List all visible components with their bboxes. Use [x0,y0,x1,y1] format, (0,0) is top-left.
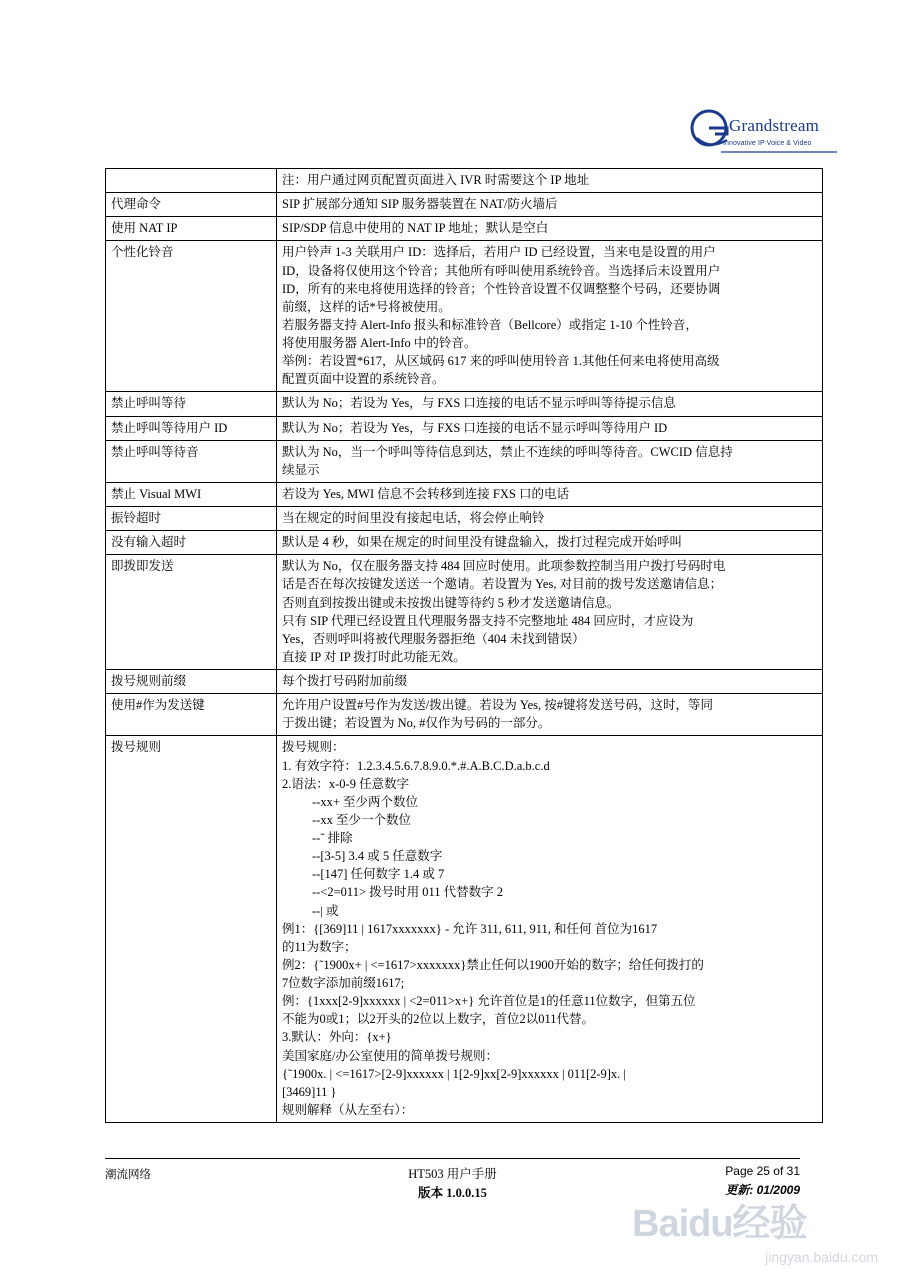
table-row [106,193,823,217]
row-label: 没有输入超时 [106,531,277,555]
row-value [277,416,823,440]
footer-doc-version: 版本 1.0.0.15 [418,1186,487,1200]
row-line: 用户铃声 1-3 关联用户 ID：选择后，若用户 ID 已经设置，当来电是设置的用户 [282,245,716,260]
watermark-main-text: Baidu经验 [632,1203,807,1245]
row-line: ID，所有的来电将使用选择的铃音；个性铃音设置不仅调整整个号码，还要协调 [282,281,721,296]
row-line: 于拨出键；若设置为 No, #仅作为号码的一部分。 [282,716,551,731]
row-line: 否则直到按拨出键或未按拨出键等待约 5 秒才发送邀请信息。 [282,595,620,610]
row-line: 默认为 No，当一个呼叫等待信息到达，禁止不连续的呼叫等待音。CWCID 信息持 [282,444,733,459]
row-line: [3469]11 } [282,1084,337,1099]
row-label: 振铃超时 [106,507,277,531]
row-line: 只有 SIP 代理已经设置且代理服务器支持不完整地址 484 回应时，才应设为 [282,613,694,628]
row-line: 每个拨打号码附加前缀 [282,674,408,688]
row-value [277,193,823,217]
table-row [106,694,823,736]
table-row [106,241,823,392]
footer-page-number: Page 25 of 31 [725,1164,800,1178]
footer-company: 潮流网络 [105,1169,151,1181]
row-value [277,736,823,1123]
row-value [277,531,823,555]
row-value [277,440,823,482]
row-line: 例2：{˜1900x+ | <=1617>xxxxxxx}禁止任何以1900开始的数字；给任何拨打的 [282,957,704,972]
row-label: 禁止 Visual MWI [106,482,277,506]
row-line: 3.默认：外向：{x+} [282,1030,392,1045]
top-note-text: 注：用户通过网页配置页面进入 IVR 时需要这个 IP 地址 [282,173,590,187]
row-label: 禁止呼叫等待用户 ID [106,416,277,440]
row-label: 使用#作为发送键 [106,694,277,736]
row-line: 7位数字添加前缀1617; [282,976,405,990]
table-cell-note [277,169,823,193]
table-row [106,169,823,193]
brand-name: Grandstream [729,116,819,135]
row-line: --xx+ 至少两个数位 [312,794,419,809]
row-line: --[3-5] 3.4 或 5 任意数字 [312,849,443,864]
row-line: ID，设备将仅使用这个铃音；其他所有呼叫使用系统铃音。当选择后未设置用户 [282,263,721,278]
row-line: 例：{1xxx[2-9]xxxxxx | <2=011>x+} 允许首位是1的任意11位数字，但第五位 [282,994,696,1009]
row-line: 规则解释（从左至右）： [282,1102,414,1117]
table-row [106,392,823,416]
row-label: 拨号规则 [106,736,277,1123]
row-line: 默认为 No；若设为 Yes，与 FXS 口连接的电话不显示呼叫等待用户 ID [282,420,668,435]
table-row [106,736,823,1123]
row-label: 代理命令 [106,193,277,217]
row-line: --˜ 排除 [312,831,353,845]
row-line: 话是否在每次按键发送送一个邀请。若设置为 Yes, 对目前的拨号发送邀请信息； [282,577,723,592]
footer-title [105,1164,800,1201]
row-line: 举例：若设置*617，从区域码 617 来的呼叫使用铃音 1.其他任何来电将使用高级 [282,354,720,369]
row-line: 若服务器支持 Alert-Info 报头和标准铃音（Bellcore）或指定 1-10 个性铃音， [282,317,698,332]
row-value [277,217,823,241]
grandstream-logo [687,108,837,160]
row-value [277,241,823,392]
row-line: 不能为0或1；以2开头的2位以上数字，首位2以011代替。 [282,1012,595,1027]
footer-divider [105,1158,800,1159]
footer-page-info [725,1164,800,1198]
table-row [106,416,823,440]
row-line: --| 或 [312,903,339,918]
table-row [106,555,823,670]
row-line: 当在规定的时间里没有接起电话，将会停止响铃 [282,511,545,525]
row-value [277,670,823,694]
row-line: 将使用服务器 Alert-Info 中的铃音。 [282,336,477,350]
row-label: 禁止呼叫等待音 [106,440,277,482]
table-row [106,440,823,482]
row-line: 拨号规则： [282,740,345,755]
row-line: SIP/SDP 信息中使用的 NAT IP 地址；默认是空白 [282,221,549,236]
footer-update-date: 更新: 01/2009 [725,1183,800,1197]
brand-tagline: Innovative IP Voice & Video [723,140,812,147]
row-line: 配置页面中设置的系统铃音。 [282,372,445,387]
table-row [106,482,823,506]
table-row [106,507,823,531]
row-label: 拨号规则前缀 [106,670,277,694]
row-label: 即拨即发送 [106,555,277,670]
parameters-table [105,168,823,1123]
footer-doc-title: HT503 用户手册 [408,1167,497,1181]
row-line: 的11为数字； [282,939,357,954]
table-row [106,217,823,241]
row-line: 默认是 4 秒，如果在规定的时间里没有键盘输入，拨打过程完成开始呼叫 [282,535,683,550]
row-line: --xx 至少一个数位 [312,812,411,827]
row-line: --<2=011> 拨号时用 011 代替数字 2 [312,885,504,900]
page-footer [105,1162,800,1212]
row-line: Yes，否则呼叫将被代理服务器拒绝（404 未找到错误） [282,631,585,646]
row-line: {˜1900x. | <=1617>[2-9]xxxxxx | 1[2-9]xx[2-9]xxxxxx | 011[2-9]x. | [282,1066,626,1081]
row-label: 个性化铃音 [106,241,277,392]
row-line: --[147] 任何数字 1.4 或 7 [312,867,445,882]
table-row [106,531,823,555]
row-value [277,507,823,531]
row-line: 直接 IP 对 IP 拨打时此功能无效。 [282,649,466,664]
row-line: 2.语法：x-0-9 任意数字 [282,776,410,791]
row-line: SIP 扩展部分通知 SIP 服务器装置在 NAT/防火墙后 [282,197,558,212]
row-label: 使用 NAT IP [106,217,277,241]
row-value [277,694,823,736]
row-line: 默认为 No；若设为 Yes，与 FXS 口连接的电话不显示呼叫等待提示信息 [282,396,676,411]
table-row [106,670,823,694]
row-line: 默认为 No，仅在服务器支持 484 回应时使用。此项参数控制当用户拨打号码时电 [282,559,726,574]
row-line: 续显示 [282,462,320,477]
row-line: 若设为 Yes, MWI 信息不会转移到连接 FXS 口的电话 [282,486,569,501]
row-value [277,392,823,416]
watermark-sub-text: jingyan.baidu.com [765,1249,878,1265]
row-value [277,555,823,670]
row-value [277,482,823,506]
row-label: 禁止呼叫等待 [106,392,277,416]
row-line: 美国家庭/办公室使用的简单拨号规则： [282,1048,498,1063]
row-line: 例1：{[369]11 | 1617xxxxxxx} - 允许 311, 611, 911, 和任何 首位为1617 [282,921,658,936]
row-line: 允许用户设置#号作为发送/拨出键。若设为 Yes, 按#键将发送号码，这时，等同 [282,698,714,713]
row-line: 1. 有效字符：1.2.3.4.5.6.7.8.9.0.*.#.A.B.C.D.a.b.c.d [282,758,550,773]
row-line: 前缀，这样的话*号将被使用。 [282,299,451,314]
table-cell-empty [106,169,277,193]
